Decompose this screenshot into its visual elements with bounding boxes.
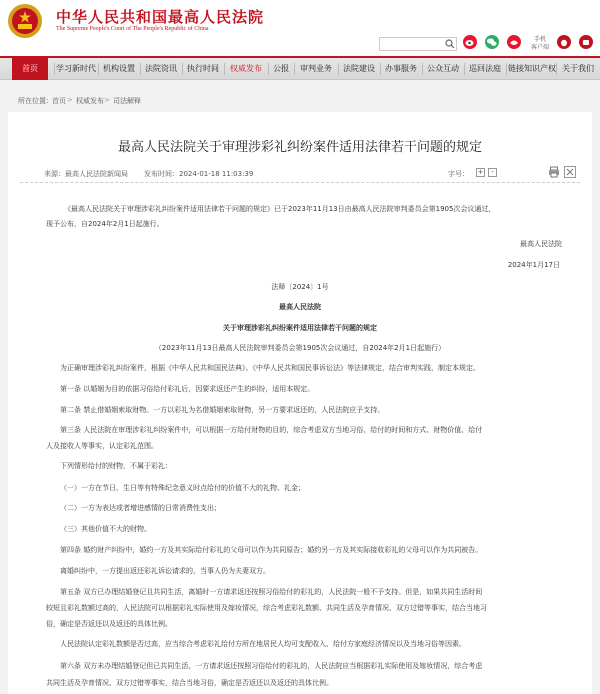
weibo-alt-icon[interactable] — [506, 34, 522, 50]
nav-divider — [54, 63, 55, 75]
site-subtitle: The Supreme People's Court of The People's Republic of China — [56, 26, 209, 32]
nav-divider — [294, 63, 295, 75]
nav-divider — [422, 63, 423, 75]
article-6-cont: 共同生活及孕育情况、双方过错等事实，结合当地习俗，确定是否返还以及返还的具体比例。 — [46, 679, 333, 687]
wechat-icon[interactable] — [484, 34, 500, 50]
breadcrumb-separator-icon: > — [67, 96, 73, 104]
print-icon[interactable] — [548, 166, 560, 178]
font-increase-button[interactable]: + — [477, 168, 484, 176]
signature-date: 2024年1月17日 — [507, 261, 560, 269]
article-3-cont: 人及接收人等事实，认定彩礼范围。 — [46, 442, 158, 450]
font-size-label: 字号： — [448, 170, 469, 178]
nav-item-public-interaction[interactable]: 公众互动 — [427, 64, 459, 73]
apple-icon[interactable] — [556, 34, 572, 50]
article-5-para-2: 人民法院认定彩礼数额是否过高，应当综合考虑彩礼给付方所在地居民人均可支配收入、给付方家庭经济情况以及当地习俗等因素。 — [60, 640, 466, 648]
font-decrease-button[interactable]: - — [488, 168, 497, 177]
meta-divider — [20, 182, 580, 183]
article-3: 第三条 人民法院在审理涉彩礼纠纷案件中，可以根据一方给付财物的目的，综合考虑双方当地习俗、给付的时间和方式、财物价值、给付 — [60, 426, 483, 434]
article-5: 第五条 双方已办理结婚登记且共同生活，离婚时一方请求返还按照习俗给付的彩礼的，人民法院一般不予支持。但是，如果共同生活时间 — [60, 588, 483, 596]
mobile-client-label[interactable]: 手机 客户端 — [530, 36, 549, 51]
nav-item-study[interactable]: 学习新时代 — [56, 64, 96, 73]
article-panel — [8, 112, 592, 694]
article-date: 发布时间：2024-01-18 11:03:39 — [144, 170, 254, 178]
nav-divider — [464, 63, 465, 75]
site-header — [0, 0, 600, 56]
article-title: 最高人民法院关于审理涉彩礼纠纷案件适用法律若干问题的规定 — [117, 140, 482, 155]
list-item-1: （一）一方在节日、生日等有特殊纪念意义时点给付的价值不大的礼物、礼金； — [60, 484, 305, 492]
nav-item-organization[interactable]: 机构设置 — [103, 64, 135, 73]
breadcrumb-official-release[interactable]: 权威发布 — [76, 97, 104, 105]
nav-divider — [182, 63, 183, 75]
article-4: 第四条 婚约财产纠纷中，婚约一方及其实际给付彩礼的父母可以作为共同原告；婚约另一方及其实际接收彩礼的父母可以作为共同被告。 — [60, 546, 483, 554]
intro-paragraph-cont: 现予公布，自2024年2月1日起施行。 — [46, 220, 164, 228]
nav-divider — [556, 63, 557, 75]
preamble: 为正确审理涉彩礼纠纷案件，根据《中华人民共和国民法典》、《中华人民共和国民事诉讼法》等法律规定，结合审判实践，制定本规定。 — [60, 364, 480, 372]
nav-divider — [268, 63, 269, 75]
issuer: 最高人民法院 — [279, 303, 321, 311]
nav-item-about[interactable]: 关于我们 — [562, 64, 594, 73]
national-emblem-icon[interactable] — [6, 2, 44, 40]
article-4-para-2: 离婚纠纷中，一方提出返还彩礼诉讼请求的，当事人仍为夫妻双方。 — [60, 567, 270, 575]
nav-item-court-building[interactable]: 法院建设 — [343, 64, 375, 73]
nav-item-court-news[interactable]: 法院资讯 — [145, 64, 177, 73]
article-3-sub: 下列情形给付的财物，不属于彩礼： — [60, 462, 172, 470]
nav-item-trial-business[interactable]: 审判业务 — [300, 64, 332, 73]
close-icon[interactable] — [564, 166, 576, 178]
article-6: 第六条 双方未办理结婚登记但已共同生活，一方请求返还按照习俗给付的彩礼的，人民法院应当根据彩礼实际使用及嫁妆情况，综合考虑 — [60, 662, 483, 670]
regulation-title: 关于审理涉彩礼纠纷案件适用法律若干问题的规定 — [223, 324, 377, 332]
nav-item-enforcement[interactable]: 执行时间 — [187, 64, 219, 73]
intro-paragraph: 《最高人民法院关于审理涉彩礼纠纷案件适用法律若干问题的规定》已于2023年11月13日由最高人民法院审判委员会第1905次会议通过， — [64, 205, 496, 213]
document-number: 法释〔2024〕1号 — [271, 283, 329, 291]
list-item-3: （三）其他价值不大的财物。 — [60, 525, 151, 533]
article-5-cont-1: 较短且彩礼数额过高的，人民法院可以根据彩礼实际使用及嫁妆情况，综合考虑彩礼数额、共同生活及孕育情况、双方过错等事实，结合当地习 — [46, 604, 487, 612]
adoption-note: （2023年11月13日最高人民法院审判委员会第1905次会议通过，自2024年2月1日起施行） — [154, 344, 446, 352]
nav-item-ip-link[interactable]: 链接知识产权 — [508, 64, 556, 73]
breadcrumb-judicial-interpretation[interactable]: 司法解释 — [113, 97, 141, 105]
nav-divider — [140, 63, 141, 75]
breadcrumb — [0, 92, 600, 110]
nav-divider — [98, 63, 99, 75]
nav-item-services[interactable]: 办事服务 — [385, 64, 417, 73]
breadcrumb-separator-icon: > — [104, 96, 110, 104]
nav-item-official-release[interactable]: 权威发布 — [230, 64, 262, 73]
article-1: 第一条 以婚姻为目的依据习俗给付彩礼后，因要求返还产生的纠纷，适用本规定。 — [60, 385, 315, 393]
nav-divider — [338, 63, 339, 75]
site-title[interactable]: 中华人民共和国最高人民法院 — [56, 8, 265, 26]
main-nav — [0, 56, 600, 80]
list-item-2: （二）一方为表达或者增进感情的日常消费性支出； — [60, 504, 221, 512]
android-icon[interactable] — [578, 34, 594, 50]
nav-divider — [380, 63, 381, 75]
article-5-cont-2: 俗，确定是否返还以及返还的具体比例。 — [46, 620, 172, 628]
article-source: 来源：最高人民法院新闻局 — [44, 170, 128, 178]
nav-divider — [506, 63, 507, 75]
nav-item-circuit-court[interactable]: 巡回法庭 — [469, 64, 501, 73]
breadcrumb-home[interactable]: 首页 — [52, 97, 66, 105]
breadcrumb-label: 所在位置： — [18, 97, 53, 105]
signature: 最高人民法院 — [520, 240, 562, 248]
search-icon[interactable] — [445, 39, 455, 49]
nav-item-home[interactable]: 首页 — [12, 58, 48, 80]
article-2: 第二条 禁止借婚姻索取财物。一方以彩礼为名借婚姻索取财物，另一方要求返还的，人民法院应予支持。 — [60, 406, 385, 414]
nav-divider — [224, 63, 225, 75]
sina-weibo-icon[interactable] — [462, 34, 478, 50]
nav-item-gazette[interactable]: 公报 — [273, 64, 289, 73]
